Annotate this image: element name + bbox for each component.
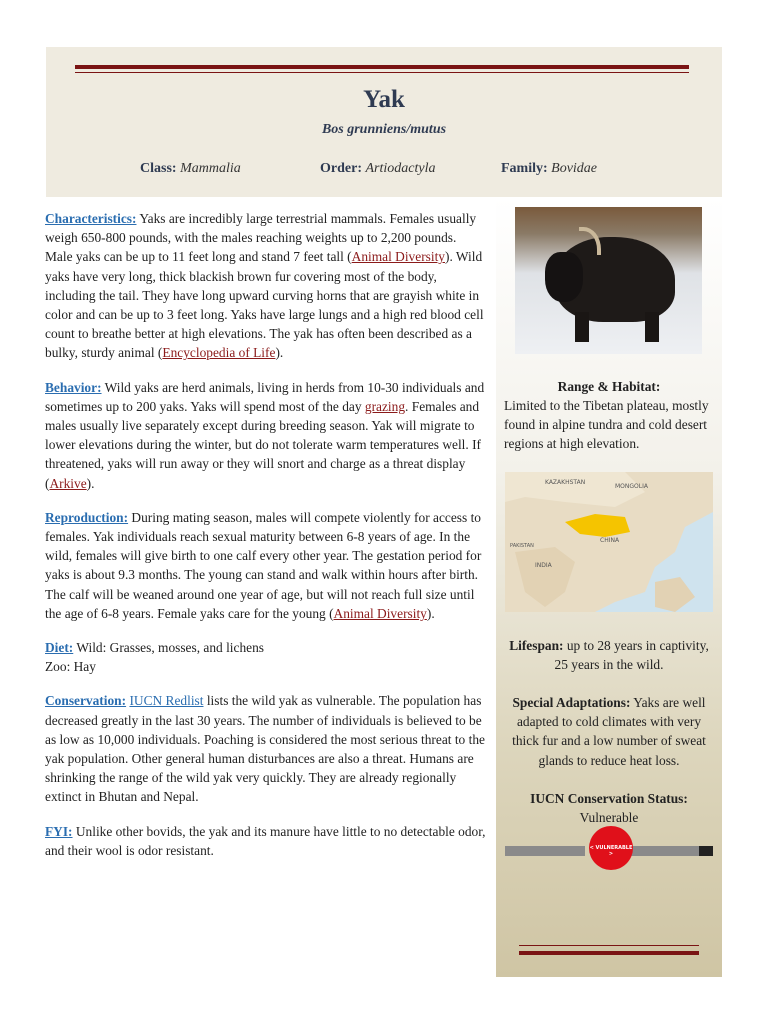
reproduction-text: During mating season, males will compete violently for access to females. Yak individuals reach sexual maturity between 6-8 years of age. In the wild, females will give birth to one calf every other year. The gestation period for yaks is about 9.3 months. The young can stand and walk within hours after birth. The calf will be weaned around one year of age, but will not reach full size until the age of 6-8 years. Female yaks care for the young ( xyxy=(45,509,482,621)
special-adaptations xyxy=(504,693,714,770)
range-map-svg xyxy=(505,472,713,612)
map-label-india: INDIA xyxy=(535,562,552,569)
behavior-heading: Behavior: xyxy=(45,379,102,395)
diet-heading: Diet: xyxy=(45,640,74,656)
fyi-section xyxy=(45,822,487,860)
characteristics-text-2: ). Wild yaks have very long, thick blackish brown fur covering most of the body, including the tail. They have long upward curving horns that are grayish white in color and can be up to 3 feet long. Yaks have large lungs and a high red blood cell count to breathe better at high elevations. The yak has often been described as a bulky, sturdy animal ( xyxy=(45,249,484,361)
diet-zoo: Zoo: Hay xyxy=(45,659,96,675)
order-label: Order: xyxy=(320,161,362,176)
grazing-link[interactable]: grazing xyxy=(364,398,406,414)
class-value: Mammalia xyxy=(180,161,241,176)
iucn-status: Vulnerable xyxy=(579,810,639,825)
lifespan-text: up to 28 years in captivity, 25 years in the wild. xyxy=(554,638,709,673)
taxonomy-family xyxy=(501,161,597,177)
lifespan xyxy=(504,636,714,674)
conservation-heading: Conservation: xyxy=(45,693,127,709)
animal-diversity-link-2[interactable]: Animal Diversity xyxy=(333,605,427,621)
map-label-kazakhstan: KAZAKHSTAN xyxy=(545,479,586,486)
class-label: Class: xyxy=(140,161,177,176)
taxonomy-order xyxy=(320,161,435,177)
characteristics-heading: Characteristics: xyxy=(45,211,137,226)
bottom-rule xyxy=(519,951,699,955)
yak-photo xyxy=(515,207,702,354)
order-value: Artiodactyla xyxy=(365,161,436,176)
map-label-china: CHINA xyxy=(600,537,620,544)
family-label: Family: xyxy=(501,161,548,176)
adaptations-text: Yaks are well adapted to cold climates with very thick fur and a low number of sweat glands to reduce heat loss. xyxy=(512,695,706,768)
yak-leg-shape xyxy=(575,312,589,342)
scale-segment xyxy=(505,846,585,856)
behavior-text: Wild yaks are herd animals, living in herds from 10-30 individuals and sometimes up to 200 yaks. Yaks will spend most of the day xyxy=(45,379,485,414)
adaptations-label: Special Adaptations: xyxy=(512,695,631,710)
reproduction-heading: Reproduction: xyxy=(45,509,129,525)
encyclopedia-of-life-link[interactable]: Encyclopedia of Life xyxy=(162,345,276,361)
behavior-text-3: ). xyxy=(86,475,95,491)
reproduction-text-2: ). xyxy=(426,605,435,621)
iucn-heading-text: IUCN Conservation Status: xyxy=(530,791,688,806)
top-rule-thin xyxy=(75,72,689,73)
range-map xyxy=(505,472,713,612)
scale-segment xyxy=(629,846,699,856)
vulnerable-badge-text: < VULNERABLE > xyxy=(589,845,633,857)
bottom-rule-thin xyxy=(519,945,699,946)
family-value: Bovidae xyxy=(551,161,598,176)
characteristics-text: Yaks are incredibly large terrestrial mammals. Females usually weigh 650-800 pounds, with the males reaching weights up to 2,200 pounds. Male yaks can be up to 11 feet long and stand 7 feet tall ( xyxy=(45,211,477,265)
yak-horn-shape xyxy=(579,227,601,255)
page-title: Yak xyxy=(363,86,405,113)
fyi-text: Unlike other bovids, the yak and its manure have little to no detectable odor, and their wool is odor resistant. xyxy=(45,823,486,858)
behavior-section xyxy=(45,378,487,493)
characteristics-section xyxy=(45,209,487,363)
diet-wild: Wild: Grasses, mosses, and lichens xyxy=(73,640,265,656)
arkive-link[interactable]: Arkive xyxy=(49,475,87,491)
range-heading xyxy=(504,377,714,396)
map-label-pakistan: PAKISTAN xyxy=(510,543,534,549)
top-rule xyxy=(75,65,689,69)
range-heading-text: Range & Habitat: xyxy=(557,379,661,394)
fyi-heading: FYI: xyxy=(45,823,73,839)
map-label-mongolia: MONGOLIA xyxy=(615,483,648,490)
conservation-text: lists the wild yak as vulnerable. The population has decreased greatly in the last 30 years. The number of individuals is believed to be as low as 10,000 individuals. Poaching is considered the most serious threat to the yak population. Other general human disturbances are also a threat. Humans are shrinking the range of the wild yak very quickly. They are already regionally extinct in Bhutan and Nepal. xyxy=(45,693,485,805)
taxonomy-class xyxy=(140,161,241,177)
range-text: Limited to the Tibetan plateau, mostly found in alpine tundra and cold desert regions at high elevation. xyxy=(504,398,709,452)
yak-head-shape xyxy=(545,252,583,302)
characteristics-text-3: ). xyxy=(275,345,284,361)
iucn-redlist-link[interactable]: IUCN Redlist xyxy=(129,693,204,709)
yak-leg-shape xyxy=(645,312,659,342)
behavior-text-2: . Females and males usually live separately except during breeding season. Yak will migrate to lower elevations during the winter, but do not tolerate warm temperatures well. If threatened, yaks will run away or they will snort and charge as a threat display ( xyxy=(45,398,482,491)
conservation-section xyxy=(45,691,487,806)
scientific-name: Bos grunniens/mutus xyxy=(321,122,447,137)
animal-diversity-link[interactable]: Animal Diversity xyxy=(351,249,446,265)
lifespan-label: Lifespan: xyxy=(509,638,564,653)
diet-section xyxy=(45,638,487,676)
iucn-heading xyxy=(504,789,714,808)
main-content xyxy=(45,209,487,875)
reproduction-section xyxy=(45,508,487,623)
scale-segment-extinct xyxy=(699,846,713,856)
